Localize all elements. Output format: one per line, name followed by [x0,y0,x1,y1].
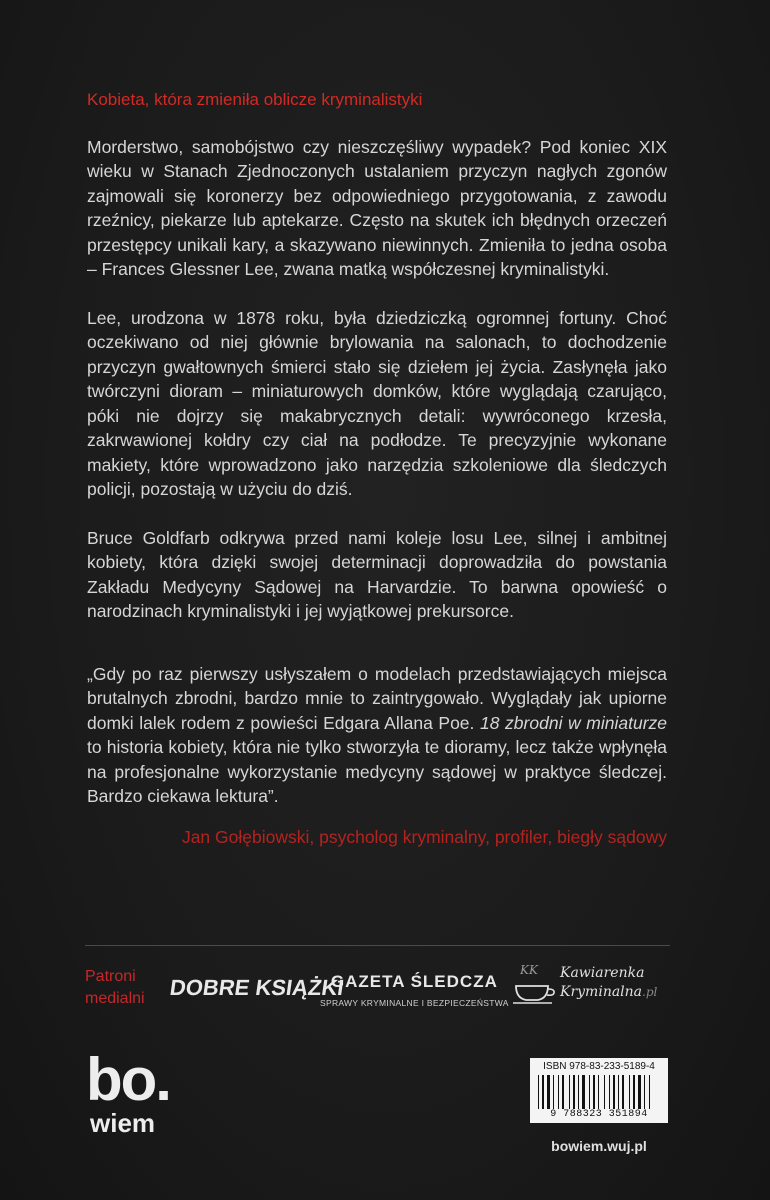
barcode-bar [613,1075,615,1109]
barcode-bar [558,1075,559,1109]
blurb-paragraph: Morderstwo, samobójstwo czy nieszczęśliwy wypadek? Pod koniec XIX wieku w Stanach Zjednoczonych ustalaniem przyczyn nagłych zgonów zajmowali się koronerzy bez odpowiedniego przygotowania, z zawodu rzeźnicy, piekarze lub aptekarze. Często na skutek ich błędnych orzeczeń przestępcy unikali kary, a skazywano niewinnych. Zmieniła to jedna osoba – Frances Glessner Lee, zwana matką współczesnej kryminalistyki. [87,136,667,279]
kawiarenka-suffix: .pl [642,985,658,999]
publisher-logo [86,1046,170,1138]
gazeta-sledcza-title: GAZETA ŚLEDCZA [330,972,498,991]
barcode-bar [573,1075,575,1109]
barcode-bar [649,1075,650,1109]
barcode-bar [589,1075,590,1109]
media-patrons-label-line: medialni [85,990,145,1007]
barcode-bar [618,1075,619,1109]
barcode-bar [538,1075,539,1109]
kawiarenka-kryminalna-logo [512,960,672,1010]
kawiarenka-text [560,964,657,1002]
barcode-bars [538,1075,660,1109]
publisher-logo-sub: wiem [90,1108,156,1138]
barcode-bar [582,1075,585,1109]
barcode-bar [629,1075,630,1109]
quote-text: „Gdy po raz pierwszy usłyszałem o modelach przedstawiających miejsca brutalnych zbrodni, bardzo mnie to zaintrygowało. Wyglądały jak upiorne domki lalek rodem z powieści Edgara Allana Poe. [87,663,667,733]
kawiarenka-line: Kryminalna.pl [560,984,658,1000]
barcode-bar [562,1075,564,1109]
divider [85,945,670,946]
publisher-website: bowiem.wuj.pl [551,1138,647,1154]
publisher-logo-main: bo. [86,1046,170,1113]
barcode-bar [638,1075,641,1109]
monogram: KK [520,963,538,977]
barcode-bar [609,1075,610,1109]
blurb-title: Kobieta, która zmieniła oblicze kryminalistyki [87,90,423,109]
barcode-bar [622,1075,624,1109]
barcode-bar [569,1075,570,1109]
barcode-bar [547,1075,550,1109]
barcode-bar [542,1075,544,1109]
barcode-bar [633,1075,635,1109]
barcode-bar [604,1075,605,1109]
barcode-bar [644,1075,645,1109]
kawiarenka-line: Kawiarenka [560,965,645,981]
endorsement-quote [87,662,667,809]
dobre-ksiazki-logo: DOBRE KSIĄŻKI [168,975,346,1000]
gazeta-sledcza-logo [320,972,509,1008]
blurb [87,88,667,849]
isbn-number: ISBN 978-83-233-5189-4 [543,1061,655,1072]
media-patrons-label [85,966,145,1010]
gazeta-sledcza-subtitle: SPRAWY KRYMINALNE I BEZPIECZEŃSTWA [320,998,509,1008]
barcode-bar [593,1075,595,1109]
barcode-digits: 9 788323 351894 [550,1109,648,1120]
barcode [530,1058,668,1123]
quote-text: to historia kobiety, która nie tylko stworzyła te dioramy, lecz także wpłynęła na profesjonalne wykorzystanie medycyny sądowej w praktyce śledczej. Bardzo ciekawa lektura”. [87,737,667,806]
media-patrons-label-line: Patroni [85,968,136,985]
coffee-cup-icon [512,960,558,1006]
blurb-paragraph: Lee, urodzona w 1878 roku, była dziedziczką ogromnej fortuny. Choć oczekiwano od niej głównie brylowania na salonach, to dochodzenie przyczyn gwałtownych śmierci stało się dziełem jej życia. Zasłynęła jako twórczyni dioram – miniaturowych domków, które wyglądają czarująco, póki nie dojrzy się makabrycznych detali: wywróconego krzesła, zakrwawionej kołdry czy ciał na podłodze. Te precyzyjnie wykonane makiety, które wprowadzono jako narzędzia szkoleniowe dla śledczych policji, pozostają w użyciu do dziś. [87,307,667,499]
quote-author: Jan Gołębiowski, psycholog kryminalny, profiler, biegły sądowy [181,826,667,847]
barcode-bar [598,1075,599,1109]
barcode-bar [553,1075,554,1109]
blurb-paragraph: Bruce Goldfarb odkrywa przed nami koleje losu Lee, silnej i ambitnej kobiety, która dzięki swojej determinacji doprowadziła do powstania Zakładu Medycyny Sądowej na Harvardzie. To barwna opowieść o narodzinach kryminalistyki i jej wyjątkowej prekursorce. [87,527,667,621]
quote-book-title: 18 zbrodni w miniaturze [480,712,667,733]
barcode-bar [578,1075,579,1109]
